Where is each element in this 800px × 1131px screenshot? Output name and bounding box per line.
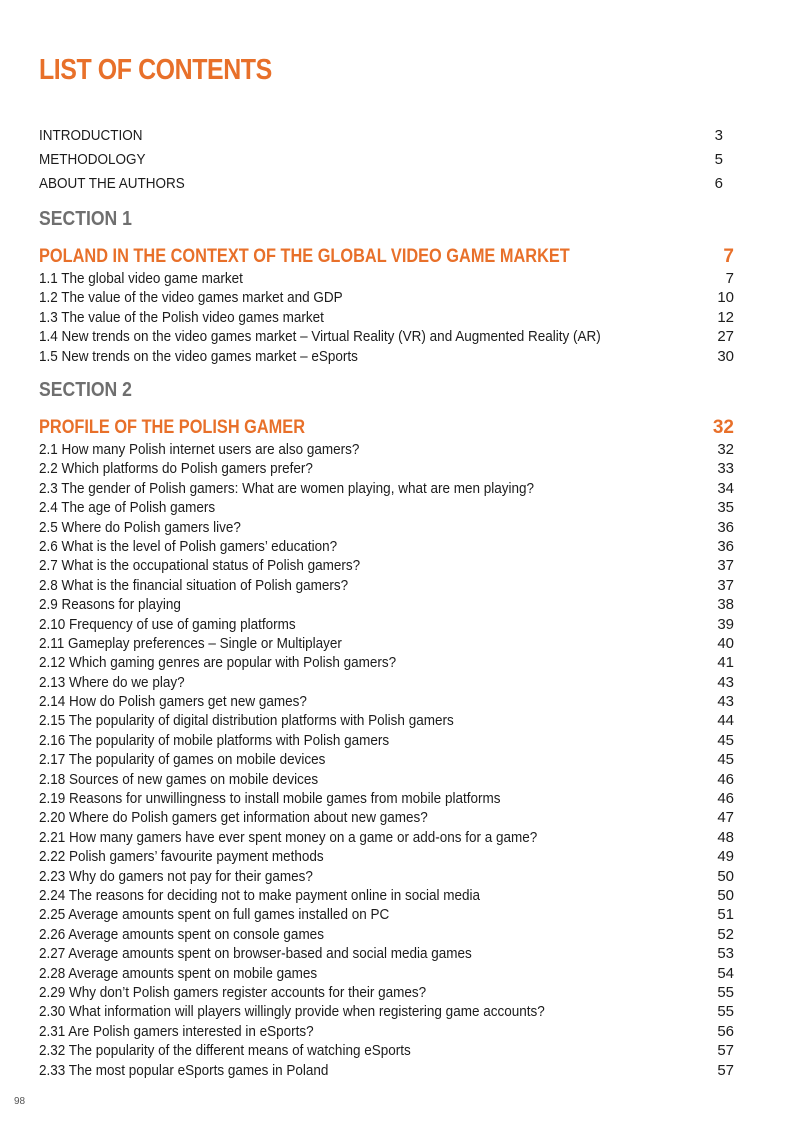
toc-entry-page: 40	[717, 634, 734, 652]
toc-entry[interactable]	[39, 964, 734, 983]
toc-entry-page: 30	[717, 347, 734, 365]
toc-entry-page: 27	[717, 328, 734, 346]
toc-entry[interactable]	[39, 711, 734, 730]
toc-entry[interactable]	[39, 847, 734, 866]
toc-entry-label: 1.4 New trends on the video games market – Virtual Reality (VR) and Augmented Reality (AR)	[39, 328, 601, 346]
toc-entry-label: INTRODUCTION	[39, 127, 143, 144]
toc-entry-label: 2.23 Why do gamers not pay for their games?	[39, 867, 313, 885]
toc-entry-page: 54	[717, 964, 734, 982]
toc-entry[interactable]	[39, 479, 734, 498]
toc-entry-label: 2.12 Which gaming genres are popular with Polish gamers?	[39, 654, 397, 672]
toc-entry[interactable]	[39, 867, 734, 886]
toc-entry-page: 57	[717, 1042, 734, 1060]
toc-entry-page: 5	[714, 151, 723, 168]
toc-entry-label: 2.22 Polish gamers’ favourite payment methods	[39, 848, 324, 866]
toc-entry-introduction[interactable]	[39, 127, 723, 144]
toc-entry[interactable]	[39, 808, 734, 827]
toc-entry-label: ABOUT THE AUTHORS	[39, 175, 185, 192]
toc-entry-label: 2.31 Are Polish gamers interested in eSports?	[39, 1022, 314, 1040]
toc-entry[interactable]	[39, 269, 734, 288]
toc-entry-label: 2.1 How many Polish internet users are also gamers?	[39, 441, 360, 458]
section-2-label: SECTION 2	[39, 379, 132, 401]
toc-entry-label: 2.14 How do Polish gamers get new games?	[39, 693, 307, 711]
toc-entry-page: 43	[717, 673, 734, 691]
toc-entry-page: 55	[717, 1003, 734, 1021]
toc-entry-page: 6	[714, 175, 723, 192]
toc-entry-label: 2.32 The popularity of the different means of watching eSports	[39, 1042, 411, 1060]
toc-entry[interactable]	[39, 595, 734, 614]
toc-entry-label: 2.19 Reasons for unwillingness to install mobile games from mobile platforms	[39, 790, 501, 808]
toc-entry-page: 34	[717, 479, 734, 497]
toc-entry-page: 35	[717, 499, 734, 517]
toc-entry[interactable]	[39, 789, 734, 808]
toc-entry-methodology[interactable]	[39, 151, 723, 168]
toc-entry-label: 2.7 What is the occupational status of Polish gamers?	[39, 557, 361, 575]
toc-entry-page: 38	[717, 596, 734, 614]
toc-entry-label: 1.1 The global video game market	[39, 270, 243, 287]
toc-entry-label: 2.29 Why don’t Polish gamers register accounts for their games?	[39, 983, 427, 1001]
toc-entry[interactable]	[39, 288, 734, 307]
toc-entry[interactable]	[39, 944, 734, 963]
toc-entry[interactable]	[39, 440, 734, 459]
toc-entry-page: 37	[717, 576, 734, 594]
section-1-label: SECTION 1	[39, 208, 132, 230]
toc-entry-label: 2.10 Frequency of use of gaming platforms	[39, 615, 296, 633]
toc-entry-page: 3	[714, 127, 723, 144]
toc-entry-page: 36	[717, 518, 734, 536]
toc-entry[interactable]	[39, 983, 734, 1002]
toc-entry-page: 46	[717, 770, 734, 788]
toc-entry-page: 43	[717, 693, 734, 711]
section-title-text: POLAND IN THE CONTEXT OF THE GLOBAL VIDEO GAME MARKET	[39, 246, 570, 267]
toc-entry-label: 2.15 The popularity of digital distribution platforms with Polish gamers	[39, 712, 454, 730]
toc-entry-label: 2.33 The most popular eSports games in Poland	[39, 1061, 329, 1079]
toc-entry[interactable]	[39, 308, 734, 327]
toc-entry-label: 1.2 The value of the video games market and GDP	[39, 289, 343, 307]
toc-entry[interactable]	[39, 1022, 734, 1041]
toc-entry-page: 39	[717, 615, 734, 633]
page-number: 98	[14, 1096, 26, 1107]
toc-entry-label: 1.3 The value of the Polish video games market	[39, 308, 324, 326]
toc-entry-label: 2.17 The popularity of games on mobile devices	[39, 751, 326, 769]
toc-entry-page: 12	[717, 308, 734, 326]
toc-entry[interactable]	[39, 925, 734, 944]
toc-entry-label: METHODOLOGY	[39, 151, 146, 168]
toc-entry[interactable]	[39, 347, 734, 366]
toc-entry-label: 2.20 Where do Polish gamers get information about new games?	[39, 809, 428, 827]
toc-entry-page: 32	[717, 441, 734, 458]
toc-entry-label: 2.6 What is the level of Polish gamers’ education?	[39, 537, 338, 555]
toc-entry-page: 52	[717, 925, 734, 943]
toc-entry-label: 2.16 The popularity of mobile platforms with Polish gamers	[39, 731, 390, 749]
toc-entry-about-the-authors[interactable]	[39, 175, 723, 192]
toc-entry-label: 2.24 The reasons for deciding not to make payment online in social media	[39, 886, 481, 904]
toc-entry-page: 56	[717, 1022, 734, 1040]
toc-entry-label: 2.2 Which platforms do Polish gamers prefer?	[39, 460, 313, 478]
toc-entry-page: 55	[717, 983, 734, 1001]
toc-entry-label: 2.8 What is the financial situation of Polish gamers?	[39, 576, 349, 594]
toc-entry-label: 2.11 Gameplay preferences – Single or Multiplayer	[39, 634, 342, 652]
toc-entry-label: 2.3 The gender of Polish gamers: What are women playing, what are men playing?	[39, 479, 535, 497]
section-title-text: PROFILE OF THE POLISH GAMER	[39, 417, 305, 438]
toc-entry-page: 53	[717, 945, 734, 963]
toc-entry-page: 45	[717, 731, 734, 749]
toc-entry-page: 41	[717, 654, 734, 672]
toc-entry[interactable]	[39, 653, 734, 672]
toc-entry-page: 37	[717, 557, 734, 575]
toc-entry-label: 2.28 Average amounts spent on mobile games	[39, 964, 318, 982]
toc-entry-label: 2.5 Where do Polish gamers live?	[39, 518, 241, 536]
toc-entry-label: 2.13 Where do we play?	[39, 673, 185, 691]
toc-entry-label: 1.5 New trends on the video games market – eSports	[39, 347, 358, 365]
toc-entry[interactable]	[39, 770, 734, 789]
toc-entry[interactable]	[39, 731, 734, 750]
toc-entry[interactable]	[39, 750, 734, 769]
toc-entry[interactable]	[39, 459, 734, 478]
section-title-page: 32	[712, 417, 734, 438]
toc-entry-page: 45	[717, 751, 734, 769]
toc-entry-page: 50	[717, 867, 734, 885]
toc-entry-page: 48	[717, 828, 734, 846]
toc-entry[interactable]	[39, 576, 734, 595]
section-2-entries	[39, 440, 734, 1080]
toc-entry[interactable]	[39, 537, 734, 556]
toc-entry-page: 50	[717, 886, 734, 904]
toc-entry-page: 33	[717, 460, 734, 478]
toc-entry[interactable]	[39, 634, 734, 653]
toc-entry-label: 2.4 The age of Polish gamers	[39, 499, 216, 517]
toc-entry-page: 49	[717, 848, 734, 866]
toc-entry[interactable]	[39, 556, 734, 575]
toc-entry[interactable]	[39, 886, 734, 905]
toc-entry-label: 2.26 Average amounts spent on console games	[39, 925, 324, 943]
toc-entry[interactable]	[39, 518, 734, 537]
section-title-page: 7	[723, 246, 734, 267]
toc-entry-page: 57	[717, 1061, 734, 1079]
toc-entry[interactable]	[39, 905, 734, 924]
toc-entry[interactable]	[39, 692, 734, 711]
toc-entry[interactable]	[39, 615, 734, 634]
toc-entry-label: 2.9 Reasons for playing	[39, 596, 181, 614]
toc-entry[interactable]	[39, 673, 734, 692]
toc-entry[interactable]	[39, 498, 734, 517]
section-1-entries	[39, 269, 734, 366]
toc-entry-label: 2.18 Sources of new games on mobile devices	[39, 770, 319, 788]
toc-entry-page: 46	[717, 790, 734, 808]
toc-entry-label: 2.25 Average amounts spent on full games installed on PC	[39, 906, 390, 924]
toc-entry-label: 2.21 How many gamers have ever spent money on a game or add-ons for a game?	[39, 828, 538, 846]
toc-entry[interactable]	[39, 327, 734, 346]
toc-entry-page: 47	[717, 809, 734, 827]
toc-entry[interactable]	[39, 828, 734, 847]
toc-entry-page: 44	[717, 712, 734, 730]
toc-entry-page: 51	[717, 906, 734, 924]
toc-entry-label: 2.30 What information will players willingly provide when registering game accounts?	[39, 1003, 545, 1021]
toc-entry-page: 7	[725, 270, 734, 287]
toc-entry-page: 10	[717, 289, 734, 307]
toc-entry-label: 2.27 Average amounts spent on browser-based and social media games	[39, 945, 472, 963]
section-1-title[interactable]	[39, 246, 734, 268]
toc-entry[interactable]	[39, 1061, 734, 1080]
page-title: LIST OF CONTENTS	[39, 54, 272, 86]
toc-entry-page: 36	[717, 537, 734, 555]
toc-entry[interactable]	[39, 1002, 734, 1021]
toc-entry[interactable]	[39, 1041, 734, 1060]
section-2-title[interactable]	[39, 417, 734, 439]
